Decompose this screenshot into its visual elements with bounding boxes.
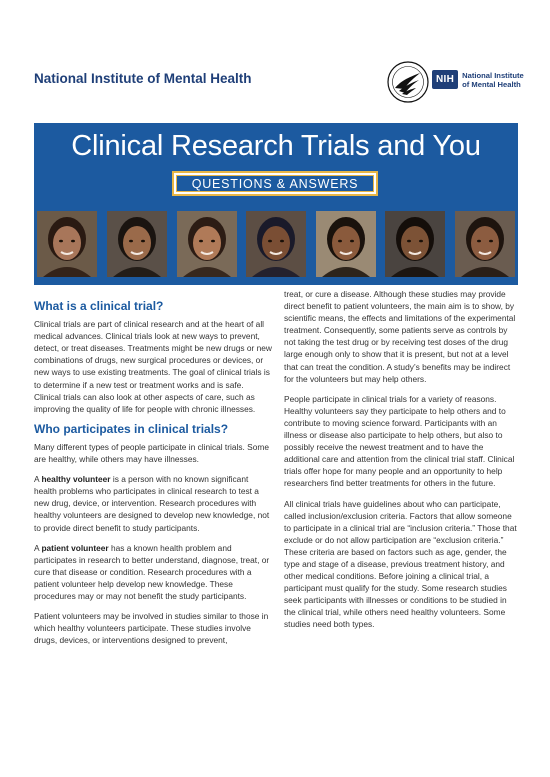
organization-title: National Institute of Mental Health	[34, 71, 252, 86]
paragraph: Many different types of people participate in clinical trials. Some are healthy, while others may have illnesses.	[34, 441, 269, 465]
heading-who-participates: Who participates in clinical trials?	[34, 421, 229, 436]
term-healthy-volunteer: healthy volunteer	[41, 474, 111, 485]
heading-what-is-clinical-trial: What is a clinical trial?	[34, 299, 164, 313]
term-patient-volunteer: patient volunteer	[41, 542, 109, 553]
nih-logo	[432, 70, 524, 89]
paragraph: Patient volunteers may be involved in studies similar to those in which healthy volunteers participate. These studies involve drugs, devices, or interventions designed to prevent,	[34, 611, 269, 646]
veteran-portrait-icon	[246, 211, 306, 277]
girl-portrait-icon	[316, 211, 376, 277]
paragraph: People participate in clinical trials for a variety of reasons. Healthy volunteers say they participate to help others and to contribute to moving science forward. Participants with an illness or disease also participate to help others, but also to possibly receive the newest treatment and to have the additional care and attention from the clinical trial staff. Clinical trials offer hope for many people and an opportunity to help researchers find better treatments for others in the future.	[284, 393, 515, 489]
paragraph: treat, or cure a disease. Although these studies may provide direct benefit to patient volunteers, the main aim is to show, by scientific means, the effects and limitations of the experimental treatment. Consequently, some patients serve as controls by not taking the test drug or by receiving test doses of the drug large enough only to show that it is present, but not at a level that can treat the condition. A study’s benefits may be indirect for the volunteers but may help others.	[284, 289, 516, 384]
nih-name: National Institute of Mental Health	[462, 70, 524, 89]
woman-portrait-1-icon	[37, 211, 97, 277]
portrait-strip	[34, 211, 518, 277]
right-column	[284, 288, 520, 639]
woman-portrait-2-icon	[177, 211, 237, 277]
paragraph: Clinical trials are part of clinical research and at the heart of all medical advances. Clinical trials look at new ways to prevent, detect, or treat diseases. Treatments might be new drugs or new combinations of drugs, new surgical procedures or devices, or new ways to use existing treatments. The goal of clinical trials is to determine if a new test or treatment works and is safe. Clinical trials can also look at other aspects of care, such as improving the quality of life for people with chronic illnesses.	[34, 319, 272, 414]
man-portrait-1-icon	[107, 211, 167, 277]
page-title: Clinical Research Trials and You	[71, 130, 481, 162]
man-portrait-2-icon	[385, 211, 445, 277]
title-banner	[34, 123, 518, 285]
paragraph: All clinical trials have guidelines about who can participate, called inclusion/exclusion criteria. Factors that allow someone to participate in a clinical trial are “inclusion criteria.” Those that exclude or do not allow participation are “exclusion criteria.” These criteria are based on factors such as age, gender, the type and stage of a disease, previous treatment history, and other medical conditions. Before joining a clinical trial, a participant must qualify for the study. Some research studies seek participants with illnesses or conditions to be studied in the clinical trial, while others need healthy volunteers. Some studies need both types.	[284, 498, 517, 630]
woman-portrait-3-icon	[455, 211, 515, 277]
subtitle-box	[172, 171, 378, 196]
hhs-seal-icon	[387, 61, 429, 103]
header	[0, 0, 550, 120]
paragraph: A patient volunteer has a known health problem and participates in research to better understand, diagnose, treat, or cure that disease or condition. Research procedures with a patient volunteer help develop new knowledge. These procedures may or may not benefit the study participants.	[34, 542, 270, 601]
left-column	[34, 300, 272, 654]
subtitle: QUESTIONS & ANSWERS	[176, 175, 374, 192]
nih-abbreviation: NIH	[432, 70, 458, 89]
paragraph: A healthy volunteer is a person with no known significant health problems who participates in clinical research to test a new drug, device, or intervention. Research procedures with healthy volunteers are designed to develop new knowledge, not to provide direct benefit to study participants.	[34, 474, 270, 533]
